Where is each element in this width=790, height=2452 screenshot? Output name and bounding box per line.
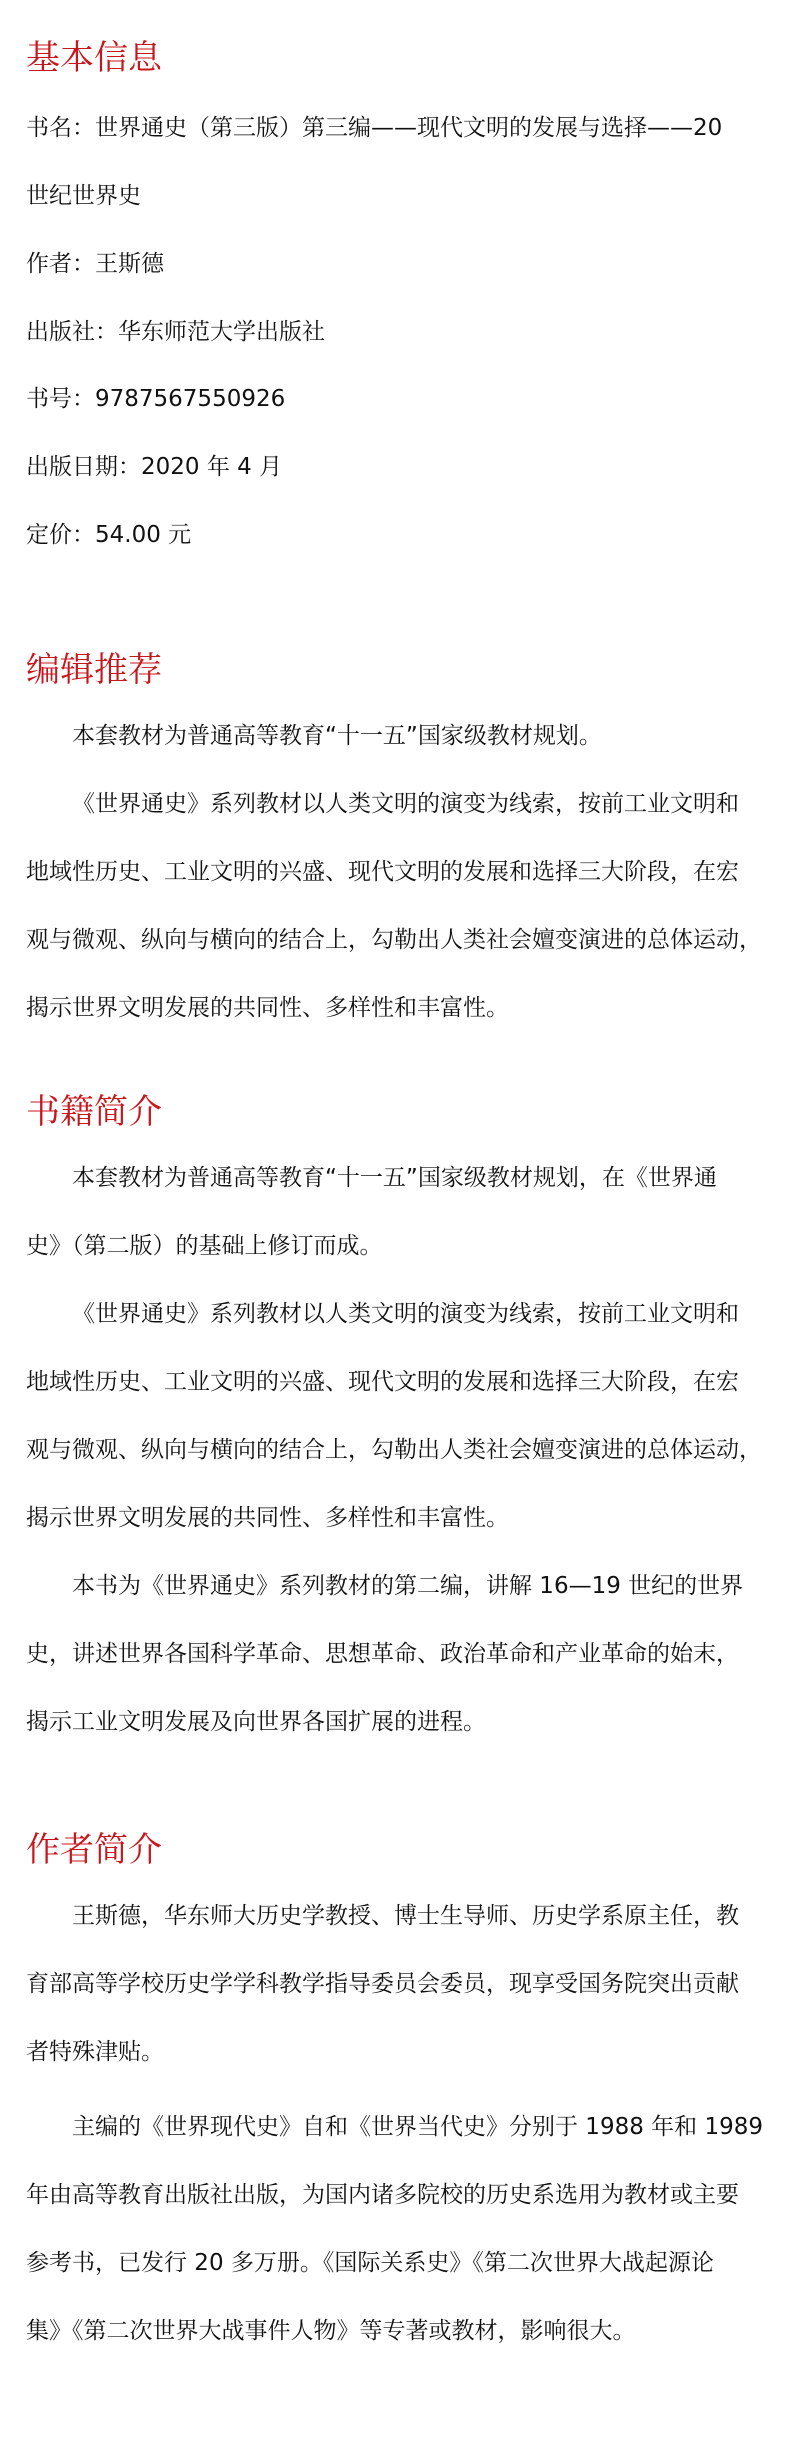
book-title-line-2: 世纪世界史 <box>26 183 141 209</box>
author-intro-line: 王斯德，华东师大历史学教授、博士生导师、历史学系原主任，教 <box>72 1903 739 1929</box>
editor-recommendation-line: 《世界通史》系列教材以人类文明的演变为线索，按前工业文明和 <box>72 791 739 817</box>
book-intro-line: 本书为《世界通史》系列教材的第二编，讲解 16—19 世纪的世界 <box>72 1573 744 1599</box>
publish-date-field: 出版日期：2020 年 4 月 <box>26 454 283 480</box>
editor-recommendation-line: 揭示世界文明发展的共同性、多样性和丰富性。 <box>26 995 509 1021</box>
book-intro-line: 《世界通史》系列教材以人类文明的演变为线索，按前工业文明和 <box>72 1301 739 1327</box>
book-intro-line: 本套教材为普通高等教育“十一五”国家级教材规划，在《世界通 <box>72 1165 717 1191</box>
publisher-field: 出版社：华东师范大学出版社 <box>26 319 325 345</box>
book-intro-line: 揭示世界文明发展的共同性、多样性和丰富性。 <box>26 1505 509 1531</box>
book-intro-line: 观与微观、纵向与横向的结合上，勾勒出人类社会嬗变演进的总体运动， <box>26 1437 762 1463</box>
isbn-field: 书号：9787567550926 <box>26 386 286 412</box>
book-title-line-1: 书名：世界通史（第三版）第三编——现代文明的发展与选择——20 <box>26 115 723 141</box>
editor-recommendation-line: 本套教材为普通高等教育“十一五”国家级教材规划。 <box>72 723 602 749</box>
editor-recommendation-heading: 编辑推荐 <box>26 650 162 690</box>
author-intro-line: 者特殊津贴。 <box>26 2039 164 2065</box>
book-intro-heading: 书籍简介 <box>26 1092 162 1132</box>
author-intro-line: 育部高等学校历史学学科教学指导委员会委员，现享受国务院突出贡献 <box>26 1971 739 1997</box>
price-field: 定价：54.00 元 <box>26 522 192 548</box>
book-intro-line: 揭示工业文明发展及向世界各国扩展的进程。 <box>26 1709 486 1735</box>
editor-recommendation-line: 观与微观、纵向与横向的结合上，勾勒出人类社会嬗变演进的总体运动， <box>26 927 762 953</box>
author-intro-line: 集》《第二次世界大战事件人物》等专著或教材，影响很大。 <box>26 2318 636 2344</box>
book-intro-line: 史》（第二版）的基础上修订而成。 <box>26 1233 383 1259</box>
author-intro-line: 年由高等教育出版社出版，为国内诸多院校的历史系选用为教材或主要 <box>26 2182 739 2208</box>
author-intro-line: 参考书，已发行 20 多万册。《国际关系史》《第二次世界大战起源论 <box>26 2250 714 2276</box>
author-field: 作者：王斯德 <box>26 251 164 277</box>
book-intro-line: 地域性历史、工业文明的兴盛、现代文明的发展和选择三大阶段，在宏 <box>26 1369 739 1395</box>
editor-recommendation-line: 地域性历史、工业文明的兴盛、现代文明的发展和选择三大阶段，在宏 <box>26 859 739 885</box>
author-intro-line: 主编的《世界现代史》自和《世界当代史》分别于 1988 年和 1989 <box>72 2114 763 2140</box>
basic-info-heading: 基本信息 <box>26 38 162 78</box>
author-intro-heading: 作者简介 <box>26 1830 162 1870</box>
book-intro-line: 史，讲述世界各国科学革命、思想革命、政治革命和产业革命的始末， <box>26 1641 739 1667</box>
